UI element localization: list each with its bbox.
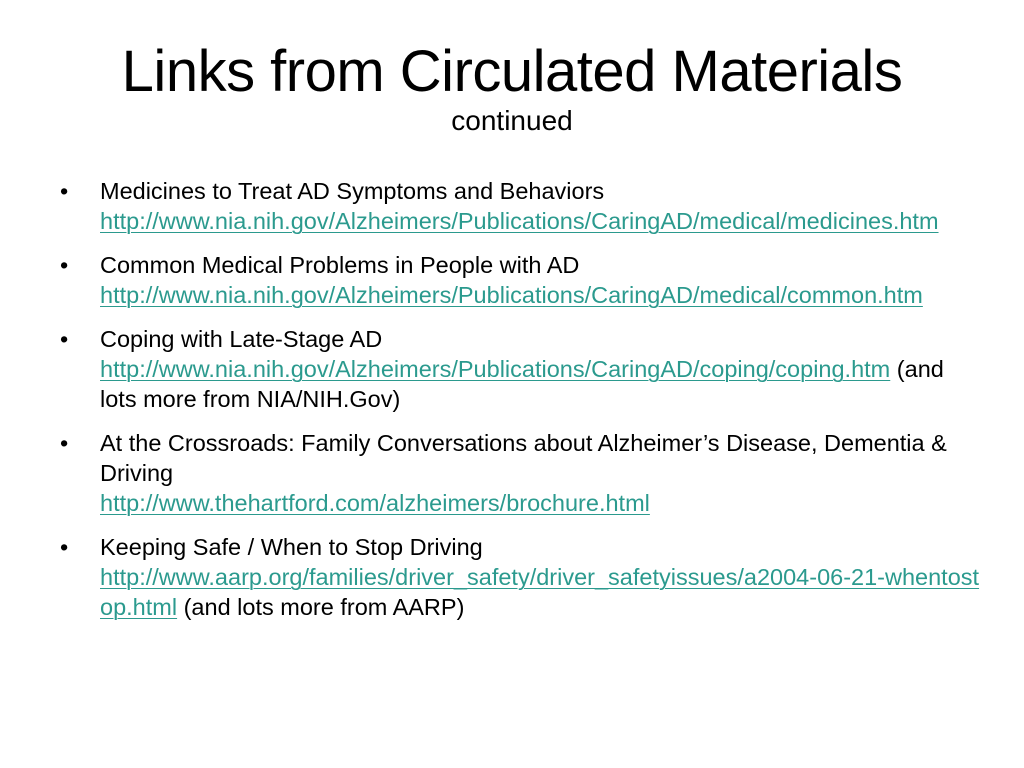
item-text: Coping with Late-Stage AD — [100, 326, 383, 352]
title-block — [0, 40, 1024, 138]
bullet-icon: • — [60, 252, 69, 278]
list-item — [60, 428, 980, 518]
list-item — [60, 532, 980, 622]
item-text: Keeping Safe / When to Stop Driving — [100, 534, 483, 560]
bullet-icon: • — [60, 178, 69, 204]
item-suffix: (and lots more from AARP) — [177, 594, 465, 620]
list-item — [60, 250, 980, 310]
item-suffix: (and lots more from NIA/NIH.Gov) — [100, 356, 944, 412]
bullet-icon: • — [60, 326, 69, 352]
bullet-list — [60, 176, 980, 636]
item-link[interactable]: http://www.nia.nih.gov/Alzheimers/Publications/CaringAD/medical/medicines.htm — [100, 208, 939, 234]
item-link[interactable]: http://www.nia.nih.gov/Alzheimers/Publications/CaringAD/coping/coping.htm — [100, 356, 891, 382]
item-link[interactable]: http://www.aarp.org/families/driver_safety/driver_safetyissues/a2004-06-21-whentostop.html — [100, 564, 980, 620]
bullet-icon: • — [60, 430, 69, 456]
item-link[interactable]: http://www.thehartford.com/alzheimers/brochure.html — [100, 490, 650, 516]
item-link[interactable]: http://www.nia.nih.gov/Alzheimers/Publications/CaringAD/medical/common.htm — [100, 282, 923, 308]
slide-subtitle: continued — [451, 105, 573, 136]
bullet-icon: • — [60, 534, 69, 560]
slide-title: Links from Circulated Materials — [121, 39, 903, 104]
item-text: At the Crossroads: Family Conversations about Alzheimer’s Disease, Dementia & Driving — [100, 430, 947, 486]
item-text: Common Medical Problems in People with AD — [100, 252, 580, 278]
list-item — [60, 324, 980, 414]
list-item — [60, 176, 980, 236]
item-text: Medicines to Treat AD Symptoms and Behaviors — [100, 178, 605, 204]
